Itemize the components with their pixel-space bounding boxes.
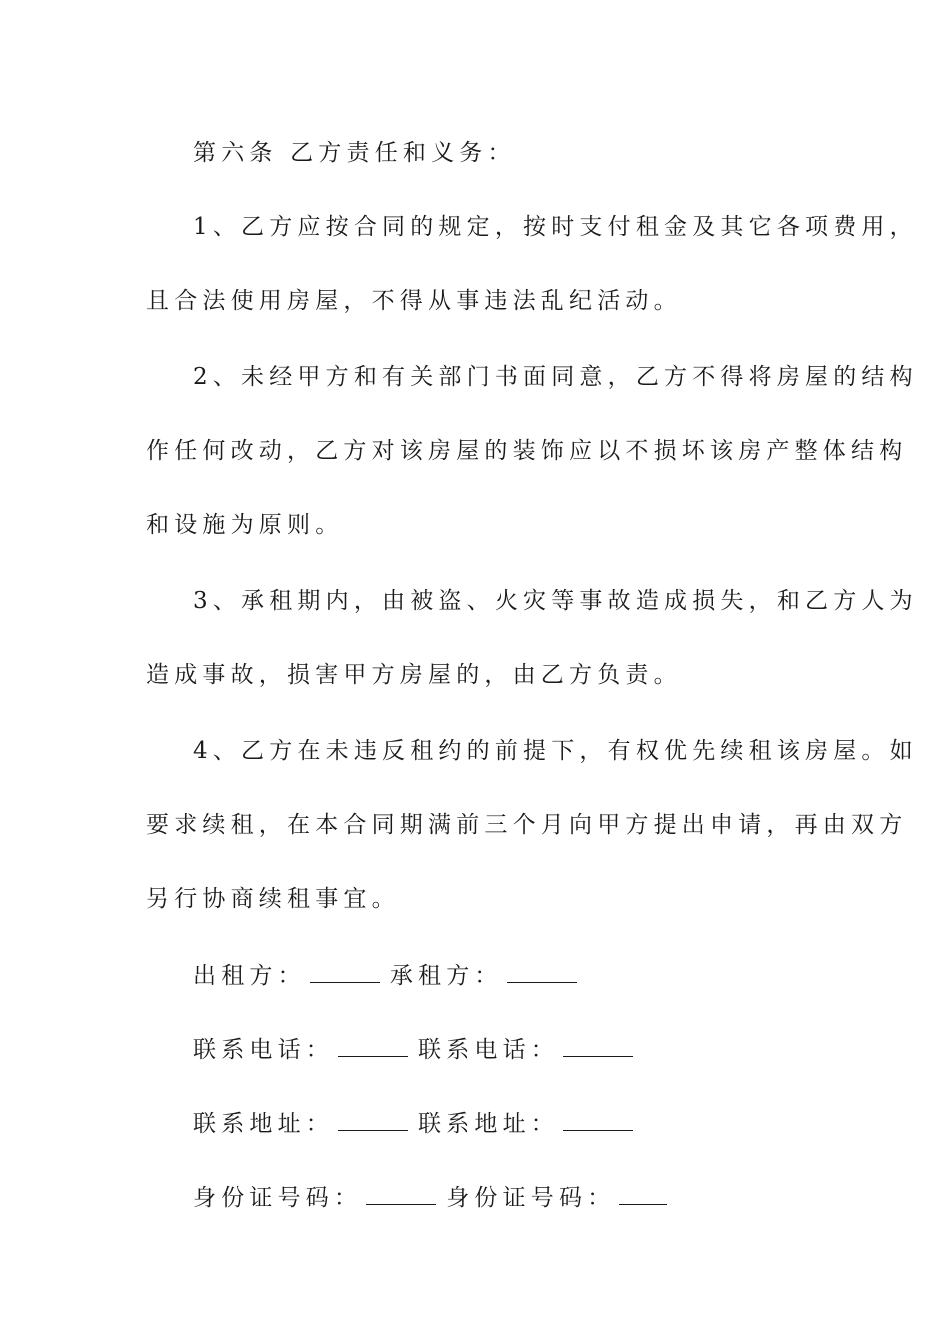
- clause-2-line-1: 2、未经甲方和有关部门书面同意，乙方不得将房屋的结构: [193, 364, 918, 390]
- lessor-phone-blank[interactable]: [338, 1034, 408, 1057]
- clause-2-line-3: 和设施为原则。: [146, 512, 344, 538]
- lessor-name-blank[interactable]: [310, 960, 380, 983]
- lessee-id-blank[interactable]: [619, 1182, 667, 1205]
- lessee-id-label: 身份证号码：: [446, 1185, 616, 1211]
- phone-row: [193, 1034, 643, 1065]
- lessee-label: 承租方：: [389, 963, 503, 989]
- clause-2-line-2: 作任何改动，乙方对该房屋的装饰应以不损坏该房产整体结构: [146, 438, 908, 464]
- clause-1-line-2: 且合法使用房屋，不得从事违法乱纪活动。: [146, 288, 682, 314]
- lessee-address-blank[interactable]: [563, 1108, 633, 1131]
- lessee-address-label: 联系地址：: [418, 1111, 559, 1137]
- lessee-name-blank[interactable]: [507, 960, 577, 983]
- id-number-row: [193, 1182, 677, 1213]
- party-names-row: [193, 960, 587, 991]
- clause-4-line-2: 要求续租，在本合同期满前三个月向甲方提出申请，再由双方: [146, 812, 908, 838]
- clause-3-line-1: 3、承租期内，由被盗、火灾等事故造成损失，和乙方人为: [193, 588, 918, 614]
- lessor-id-label: 身份证号码：: [193, 1185, 363, 1211]
- lessor-address-blank[interactable]: [338, 1108, 408, 1131]
- lessor-address-label: 联系地址：: [193, 1111, 334, 1137]
- lessor-id-blank[interactable]: [366, 1182, 436, 1205]
- lessee-phone-label: 联系电话：: [418, 1037, 559, 1063]
- article-heading: 第六条 乙方责任和义务：: [193, 140, 516, 166]
- lessor-label: 出租方：: [193, 963, 306, 989]
- clause-4-line-3: 另行协商续租事宜。: [146, 886, 400, 912]
- address-row: [193, 1108, 643, 1139]
- clause-3-line-2: 造成事故，损害甲方房屋的，由乙方负责。: [146, 662, 682, 688]
- clause-1-line-1: 1、乙方应按合同的规定，按时支付租金及其它各项费用，: [193, 214, 918, 240]
- lessor-phone-label: 联系电话：: [193, 1037, 334, 1063]
- clause-4-line-1: 4、乙方在未违反租约的前提下，有权优先续租该房屋。如: [193, 738, 918, 764]
- lessee-phone-blank[interactable]: [563, 1034, 633, 1057]
